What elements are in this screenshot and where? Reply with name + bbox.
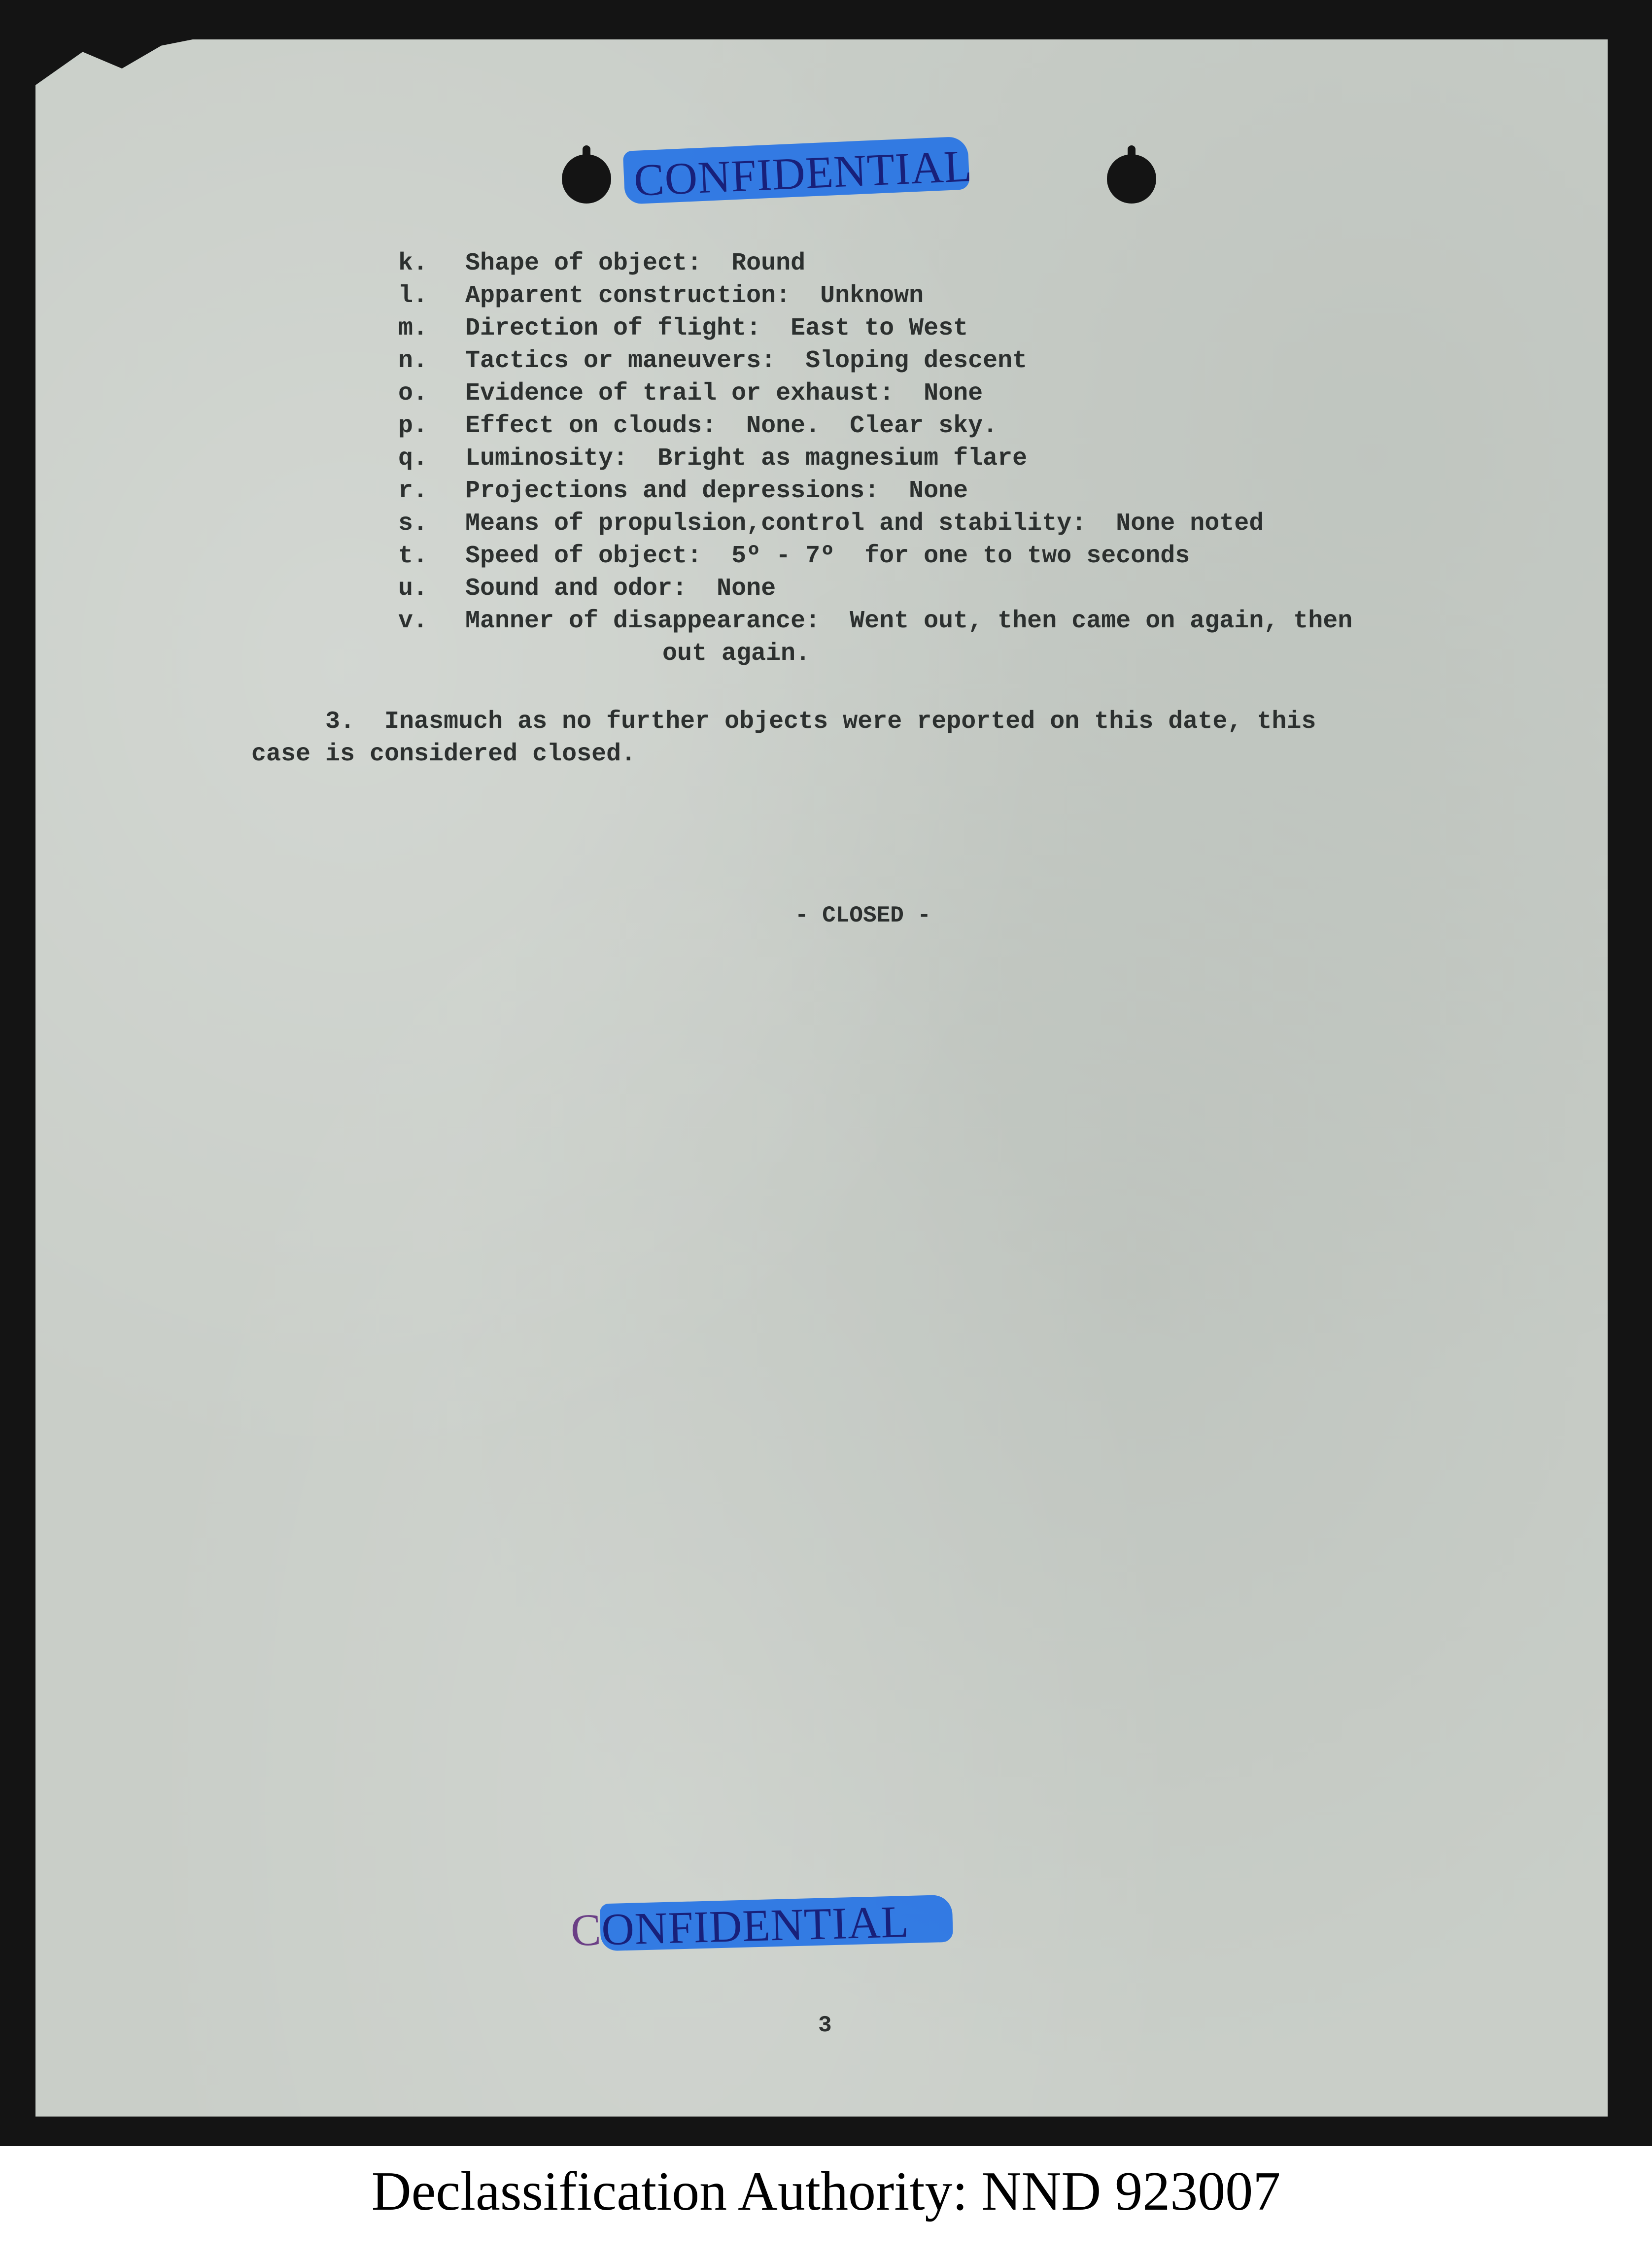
punch-hole-left (562, 154, 611, 204)
list-item (398, 280, 1352, 312)
list-item (398, 540, 1352, 573)
item-text: Shape of object: Round (465, 249, 806, 277)
list-item (398, 443, 1352, 475)
item-text: Apparent construction: Unknown (465, 282, 924, 310)
page-number: 3 (818, 2013, 832, 2038)
item-letter: t. (398, 542, 428, 570)
list-item (398, 312, 1352, 345)
list-item (398, 475, 1352, 508)
punch-hole-right (1107, 154, 1156, 204)
stamp-text: CONFIDENTIAL (633, 140, 973, 205)
list-item (398, 410, 1352, 443)
item-text: Sound and odor: None (465, 575, 776, 603)
item-text: Direction of flight: East to West (465, 314, 968, 342)
list-item (398, 345, 1352, 377)
list-item (398, 247, 1352, 280)
item-text: Effect on clouds: None. Clear sky. (465, 412, 998, 440)
list-item (398, 377, 1352, 410)
observation-item-list (398, 247, 1352, 670)
item-letter: r. (398, 477, 428, 505)
item-letter: u. (398, 575, 428, 603)
item-letter: n. (398, 347, 428, 375)
item-letter: q. (398, 444, 428, 473)
paragraph-3-line-1: 3. Inasmuch as no further objects were reported on this date, this (251, 708, 1316, 736)
item-letter: v. (398, 607, 428, 635)
closed-mark: - CLOSED - (794, 903, 931, 928)
stamp-text: CONFIDENTIAL (570, 1896, 910, 1955)
item-text: Manner of disappearance: Went out, then came on again, then (465, 607, 1353, 635)
item-letter: l. (398, 282, 428, 310)
item-text: Means of propulsion,control and stability: None noted (465, 510, 1264, 538)
item-letter: k. (398, 249, 428, 277)
item-continuation (398, 638, 1352, 670)
paragraph-3 (251, 706, 1483, 771)
declassification-authority-caption: Declassification Authority: NND 923007 (371, 2161, 1281, 2222)
item-letter: s. (398, 510, 428, 538)
item-continuation-text: out again. (662, 640, 811, 668)
item-letter: m. (398, 314, 428, 342)
item-text: Speed of object: 5º - 7º for one to two seconds (465, 542, 1190, 570)
list-item (398, 508, 1352, 540)
confidential-stamp-bottom (570, 1896, 910, 1955)
list-item (398, 573, 1352, 605)
item-letter: o. (398, 379, 428, 408)
item-text: Luminosity: Bright as magnesium flare (465, 444, 1028, 473)
item-text: Tactics or maneuvers: Sloping descent (465, 347, 1028, 375)
list-item (398, 605, 1352, 638)
paragraph-3-line-2: case is considered closed. (251, 740, 636, 768)
item-text: Evidence of trail or exhaust: None (465, 379, 983, 408)
item-text: Projections and depressions: None (465, 477, 968, 505)
item-letter: p. (398, 412, 428, 440)
